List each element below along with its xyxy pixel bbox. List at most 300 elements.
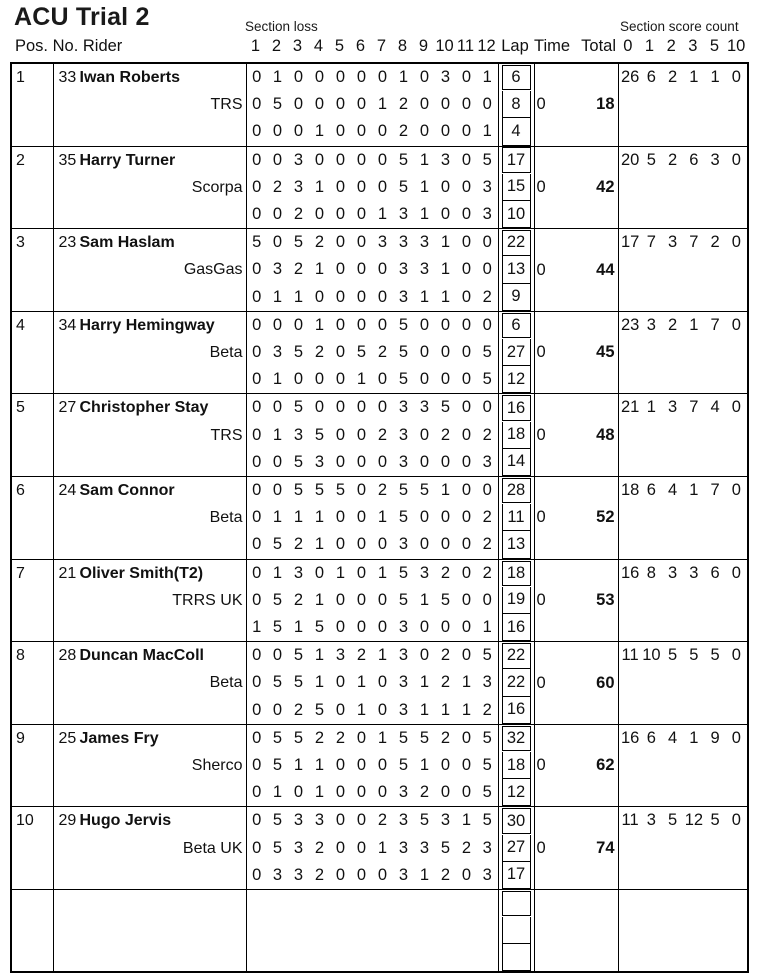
lap-total-box: 18 (502, 422, 531, 449)
section-score-cell: 3 (288, 559, 309, 587)
section-score-cell: 2 (435, 559, 456, 587)
time-total-cell (534, 229, 618, 312)
section-score-cell: 2 (293, 260, 304, 279)
section-score-cell (456, 944, 477, 972)
lap-total-box: 15 (502, 174, 531, 201)
section-score-cell: 2 (440, 425, 451, 444)
score-count-header: 1 (644, 37, 655, 55)
lap-total-cell (498, 229, 534, 257)
section-score-cell: 2 (351, 642, 372, 670)
section-score-cell: 1 (314, 177, 325, 196)
score-count-value: 23 (620, 315, 640, 334)
position-cell: 2 (11, 146, 53, 229)
section-score-cell: 1 (372, 724, 393, 752)
section-score-cell: 0 (440, 205, 451, 224)
section-score-cell: 0 (267, 642, 288, 670)
section-score-cell: 0 (414, 311, 435, 339)
section-score-cell: 0 (246, 146, 267, 174)
time-value: 0 (536, 508, 546, 527)
section-score-cell: 3 (309, 807, 330, 835)
section-score-cell: 0 (335, 343, 346, 362)
score-count-value: 10 (642, 646, 661, 665)
time-total-cell (534, 311, 618, 394)
section-number-header: 11 (456, 37, 475, 55)
lap-row (11, 394, 748, 422)
section-score-cell: 0 (252, 756, 262, 775)
lap-total-cell (498, 311, 534, 339)
section-score-cell: 2 (293, 205, 304, 224)
section-score-cell: 5 (393, 724, 414, 752)
section-score-cell: 0 (335, 673, 346, 692)
section-score-cell: 1 (272, 508, 283, 527)
position-cell: 5 (11, 394, 53, 477)
section-score-cell: 0 (456, 559, 477, 587)
lap-total-box: 17 (502, 147, 531, 173)
section-score-cell: 0 (314, 370, 325, 389)
lap-total-cell (498, 944, 534, 972)
section-score-cell: 0 (335, 618, 346, 637)
section-score-cell: 0 (477, 91, 498, 118)
time-total-cell (534, 63, 618, 146)
score-count-value: 0 (731, 563, 741, 582)
section-score-cell: 0 (246, 559, 267, 587)
section-score-cell (330, 944, 351, 972)
section-score-cell: 5 (398, 756, 409, 775)
section-score-cell: 0 (356, 865, 367, 884)
rider-machine: TRRS UK (172, 591, 243, 609)
section-score-cell: 0 (309, 394, 330, 422)
section-score-cell: 0 (252, 177, 262, 196)
section-score-cell: 0 (356, 783, 367, 802)
section-score-cell: 5 (272, 838, 283, 857)
section-number-header: 10 (435, 37, 454, 55)
rider-name: Sam Haslam (79, 234, 175, 252)
time-total-cell (534, 890, 618, 973)
section-score-cell: 2 (330, 724, 351, 752)
section-score-cell: 5 (414, 724, 435, 752)
score-count-value: 1 (689, 315, 699, 334)
score-count-value: 5 (646, 150, 656, 169)
section-score-cell: 5 (314, 618, 325, 637)
score-count-value: 6 (689, 150, 699, 169)
section-score-cell: 0 (477, 394, 498, 422)
section-score-cell: 3 (414, 559, 435, 587)
lap-total-cell (498, 697, 534, 725)
lap-total-cell (498, 807, 534, 835)
section-score-cell: 2 (293, 700, 304, 719)
section-score-cell (477, 944, 498, 972)
section-score-cell: 0 (246, 807, 267, 835)
section-score-cell: 3 (477, 862, 498, 890)
lap-row (11, 559, 748, 587)
section-score-cell: 0 (351, 807, 372, 835)
lap-total-cell (498, 91, 534, 118)
section-score-cell: 5 (314, 425, 325, 444)
section-score-cell (246, 917, 267, 944)
time-total-cell (534, 394, 618, 477)
section-score-cell: 0 (288, 63, 309, 91)
score-count-value: 7 (710, 315, 720, 334)
position-cell: 3 (11, 229, 53, 312)
section-score-cell (372, 890, 393, 917)
section-score-cell: 0 (309, 146, 330, 174)
section-score-cell: 3 (477, 201, 498, 229)
section-score-cell: 0 (335, 700, 346, 719)
score-count-cell (618, 559, 748, 642)
section-score-cell: 0 (314, 95, 325, 114)
section-score-cell: 0 (351, 63, 372, 91)
section-score-cell: 0 (272, 452, 283, 471)
time-value: 0 (536, 590, 546, 609)
total-value: 62 (596, 756, 615, 775)
section-score-cell: 0 (377, 122, 388, 141)
section-score-cell: 0 (335, 95, 346, 114)
score-count-value: 18 (620, 481, 640, 500)
rider-machine: Beta (209, 509, 243, 527)
score-count-value: 5 (668, 646, 678, 665)
section-score-cell: 2 (440, 673, 451, 692)
section-score-cell: 3 (398, 673, 409, 692)
section-score-cell: 3 (398, 260, 409, 279)
rider-name: Hugo Jervis (79, 812, 172, 830)
section-score-cell (435, 917, 456, 944)
lap-total-cell (498, 614, 534, 642)
section-score-cell: 0 (272, 205, 283, 224)
section-score-cell: 5 (398, 370, 409, 389)
score-count-header: 0 (623, 37, 633, 55)
section-score-cell: 0 (330, 394, 351, 422)
section-score-cell: 5 (398, 343, 409, 362)
section-score-cell: 0 (330, 146, 351, 174)
score-count-value: 3 (689, 563, 699, 582)
section-score-cell: 1 (419, 673, 430, 692)
section-number-header: 7 (376, 37, 387, 55)
section-score-cell: 1 (267, 559, 288, 587)
lap-row (11, 807, 748, 835)
rider-cell (53, 559, 246, 642)
section-score-cell: 2 (377, 425, 388, 444)
rider-number: 24 (58, 482, 77, 500)
section-score-cell: 1 (309, 642, 330, 670)
section-score-cell: 2 (477, 697, 498, 725)
section-score-cell: 1 (314, 508, 325, 527)
section-score-cell: 0 (272, 122, 283, 141)
section-score-cell: 5 (393, 477, 414, 505)
section-score-cell: 5 (314, 700, 325, 719)
section-score-cell: 3 (414, 229, 435, 257)
section-score-cell: 0 (330, 63, 351, 91)
section-score-cell: 1 (356, 700, 367, 719)
column-header-row (10, 37, 747, 60)
section-score-cell: 3 (435, 807, 456, 835)
section-score-cell: 0 (335, 370, 346, 389)
section-score-cell: 0 (309, 559, 330, 587)
section-score-cell: 1 (419, 865, 430, 884)
section-score-cell: 5 (477, 752, 498, 779)
section-score-cell: 2 (477, 422, 498, 449)
section-score-cell: 3 (272, 260, 283, 279)
rider-name: Harry Turner (79, 151, 176, 169)
rider-machine: TRS (210, 426, 243, 444)
lap-total-cell (498, 366, 534, 394)
section-score-cell (393, 890, 414, 917)
section-score-cell: 0 (456, 642, 477, 670)
section-score-cell: 0 (419, 535, 430, 554)
section-score-cell: 1 (377, 508, 388, 527)
section-number-header: 8 (397, 37, 408, 55)
score-count-value: 12 (684, 811, 704, 830)
section-score-cell: 0 (356, 205, 367, 224)
score-count-cell (618, 642, 748, 725)
section-score-cell: 0 (356, 838, 367, 857)
lap-total-box: 14 (502, 449, 531, 476)
rider-machine: GasGas (183, 261, 243, 279)
score-count-header: 10 (726, 37, 746, 55)
section-score-cell: 1 (477, 118, 498, 146)
time-value: 0 (536, 838, 546, 857)
section-score-cell: 0 (477, 229, 498, 257)
lap-total-cell (498, 862, 534, 890)
section-score-cell: 3 (293, 838, 304, 857)
section-score-cell: 5 (272, 618, 283, 637)
section-score-cell: 1 (377, 205, 388, 224)
score-count-cell (618, 724, 748, 807)
score-count-value: 20 (620, 150, 640, 169)
section-score-cell: 1 (461, 673, 472, 692)
lap-total-cell (498, 587, 534, 614)
score-count-value: 4 (668, 728, 678, 747)
section-score-cell: 2 (293, 590, 304, 609)
total-value: 44 (596, 260, 615, 279)
section-score-cell: 0 (461, 783, 472, 802)
section-score-cell: 1 (272, 425, 283, 444)
section-score-cell: 0 (456, 724, 477, 752)
section-score-cell: 5 (477, 146, 498, 174)
lap-total-box: 22 (502, 669, 531, 696)
time-total-cell (534, 146, 618, 229)
section-score-cell: 0 (267, 229, 288, 257)
lap-total-box (502, 917, 531, 944)
section-score-cell: 2 (477, 559, 498, 587)
section-score-cell: 0 (461, 535, 472, 554)
section-score-cell: 5 (393, 146, 414, 174)
section-score-cell: 1 (456, 807, 477, 835)
rider-number: 35 (58, 151, 77, 169)
score-count-value: 6 (710, 563, 720, 582)
score-count-value: 16 (620, 563, 640, 582)
score-count-value: 7 (646, 233, 656, 252)
section-score-cell: 1 (477, 614, 498, 642)
section-score-cell: 0 (335, 177, 346, 196)
section-score-cell: 0 (267, 477, 288, 505)
section-score-cell: 3 (393, 642, 414, 670)
section-score-cell: 5 (398, 590, 409, 609)
section-score-cell: 0 (288, 311, 309, 339)
section-score-cell: 0 (440, 783, 451, 802)
section-score-cell: 0 (252, 287, 262, 306)
lap-total-cell (498, 669, 534, 696)
section-score-cell: 0 (377, 700, 388, 719)
section-score-cell: 0 (377, 673, 388, 692)
section-score-cell: 0 (335, 122, 346, 141)
total-value: 53 (596, 590, 615, 609)
section-score-cell (456, 917, 477, 944)
section-score-cell: 1 (314, 122, 325, 141)
score-count-value: 3 (710, 150, 720, 169)
rider-machine: Scorpa (191, 178, 243, 196)
section-score-cell: 0 (456, 394, 477, 422)
section-score-cell: 0 (414, 63, 435, 91)
section-score-cell: 1 (293, 287, 304, 306)
section-score-cell: 0 (335, 452, 346, 471)
lap-row (11, 724, 748, 752)
section-score-cell (351, 917, 372, 944)
section-score-cell: 0 (356, 452, 367, 471)
section-score-cell: 2 (372, 477, 393, 505)
section-score-cell: 5 (393, 559, 414, 587)
lap-row (11, 146, 748, 174)
score-count-value: 26 (620, 68, 640, 86)
section-score-cell: 1 (419, 177, 430, 196)
rider-number: 29 (58, 812, 77, 830)
section-score-cell: 0 (252, 343, 262, 362)
section-score-cell: 5 (293, 673, 304, 692)
rider-name: Harry Hemingway (79, 316, 215, 334)
rider-machine: Beta (209, 344, 243, 362)
section-score-cell: 1 (461, 700, 472, 719)
lap-total-box: 22 (502, 230, 531, 256)
score-count-value: 0 (731, 728, 741, 747)
rider-number: 21 (58, 564, 77, 582)
score-count-value: 0 (731, 811, 741, 830)
position-cell: 6 (11, 477, 53, 560)
section-score-cell: 0 (351, 394, 372, 422)
section-score-cell: 3 (314, 452, 325, 471)
section-score-cell: 0 (246, 642, 267, 670)
section-score-cell: 0 (477, 477, 498, 505)
score-count-header: 3 (688, 37, 698, 55)
section-score-cell: 0 (377, 370, 388, 389)
score-count-value: 4 (710, 398, 720, 417)
section-score-cell: 0 (252, 590, 262, 609)
score-count-value: 11 (621, 646, 639, 665)
rider-cell (53, 642, 246, 725)
section-score-cell: 2 (477, 284, 498, 312)
section-score-cell: 0 (377, 535, 388, 554)
lap-total-box (502, 944, 531, 971)
section-score-cell: 0 (461, 370, 472, 389)
lap-total-box: 9 (502, 284, 531, 311)
section-score-cell: 0 (356, 425, 367, 444)
section-score-cell: 1 (272, 783, 283, 802)
rider-machine: TRS (210, 96, 243, 114)
section-score-cell: 0 (252, 838, 262, 857)
section-score-cell: 0 (351, 559, 372, 587)
time-total-cell (534, 724, 618, 807)
score-count-value: 2 (668, 150, 678, 169)
section-score-cell: 1 (293, 756, 304, 775)
section-score-cell: 0 (372, 311, 393, 339)
section-score-cell: 5 (398, 177, 409, 196)
section-score-cell: 0 (440, 95, 451, 114)
score-count-value: 0 (731, 150, 741, 169)
section-score-cell: 0 (246, 63, 267, 91)
section-score-cell: 5 (477, 642, 498, 670)
section-score-cell: 0 (335, 425, 346, 444)
section-score-cell: 0 (461, 618, 472, 637)
section-score-cell: 2 (435, 724, 456, 752)
score-count-cell (618, 890, 748, 973)
section-score-cell: 0 (335, 756, 346, 775)
section-score-cell: 5 (440, 590, 451, 609)
section-score-cell: 0 (252, 508, 262, 527)
lap-total-box: 6 (502, 65, 531, 91)
section-score-cell: 0 (293, 122, 304, 141)
time-value: 0 (536, 95, 546, 114)
section-score-cell: 0 (293, 370, 304, 389)
lap-total-box: 22 (502, 643, 531, 669)
section-score-cell: 0 (461, 205, 472, 224)
lap-total-cell (498, 394, 534, 422)
section-score-cell: 0 (314, 287, 325, 306)
score-count-value: 1 (689, 68, 699, 86)
section-score-cell: 1 (314, 590, 325, 609)
section-number-header: 3 (292, 37, 303, 55)
section-score-cell: 5 (477, 807, 498, 835)
score-count-value: 7 (710, 481, 720, 500)
section-score-cell: 3 (414, 394, 435, 422)
section-score-cell: 3 (293, 425, 304, 444)
section-score-cell: 1 (356, 370, 367, 389)
section-score-cell (393, 944, 414, 972)
section-score-cell: 3 (372, 229, 393, 257)
lap-total-box: 13 (502, 531, 531, 558)
section-score-cell: 2 (314, 865, 325, 884)
score-count-value: 0 (731, 233, 741, 252)
section-score-cell: 0 (335, 838, 346, 857)
lap-total-cell (498, 422, 534, 449)
section-score-cell: 5 (477, 779, 498, 807)
section-score-cell (351, 944, 372, 972)
lap-total-cell (498, 449, 534, 477)
section-score-cell: 2 (477, 504, 498, 531)
lap-total-box: 27 (502, 339, 531, 366)
rider-cell (53, 477, 246, 560)
section-score-cell: 0 (372, 394, 393, 422)
section-score-cell: 0 (440, 343, 451, 362)
section-score-cell: 5 (414, 477, 435, 505)
time-total-cell (534, 807, 618, 890)
score-count-value: 3 (668, 233, 678, 252)
section-score-cell: 1 (293, 618, 304, 637)
section-score-cell: 0 (351, 477, 372, 505)
section-score-cell (414, 890, 435, 917)
score-count-header: 2 (666, 37, 676, 55)
lap-total-box: 6 (502, 313, 531, 339)
section-score-cell (414, 944, 435, 972)
time-value: 0 (536, 673, 546, 692)
section-score-cell: 3 (477, 835, 498, 862)
section-score-cell: 0 (419, 618, 430, 637)
section-score-cell: 1 (267, 63, 288, 91)
section-score-count-label: Section score count (620, 19, 739, 34)
section-score-cell: 1 (414, 146, 435, 174)
section-score-cell: 3 (293, 865, 304, 884)
section-score-cell: 1 (440, 700, 451, 719)
section-score-cell: 0 (252, 205, 262, 224)
section-score-cell: 2 (309, 724, 330, 752)
section-score-cell (267, 917, 288, 944)
